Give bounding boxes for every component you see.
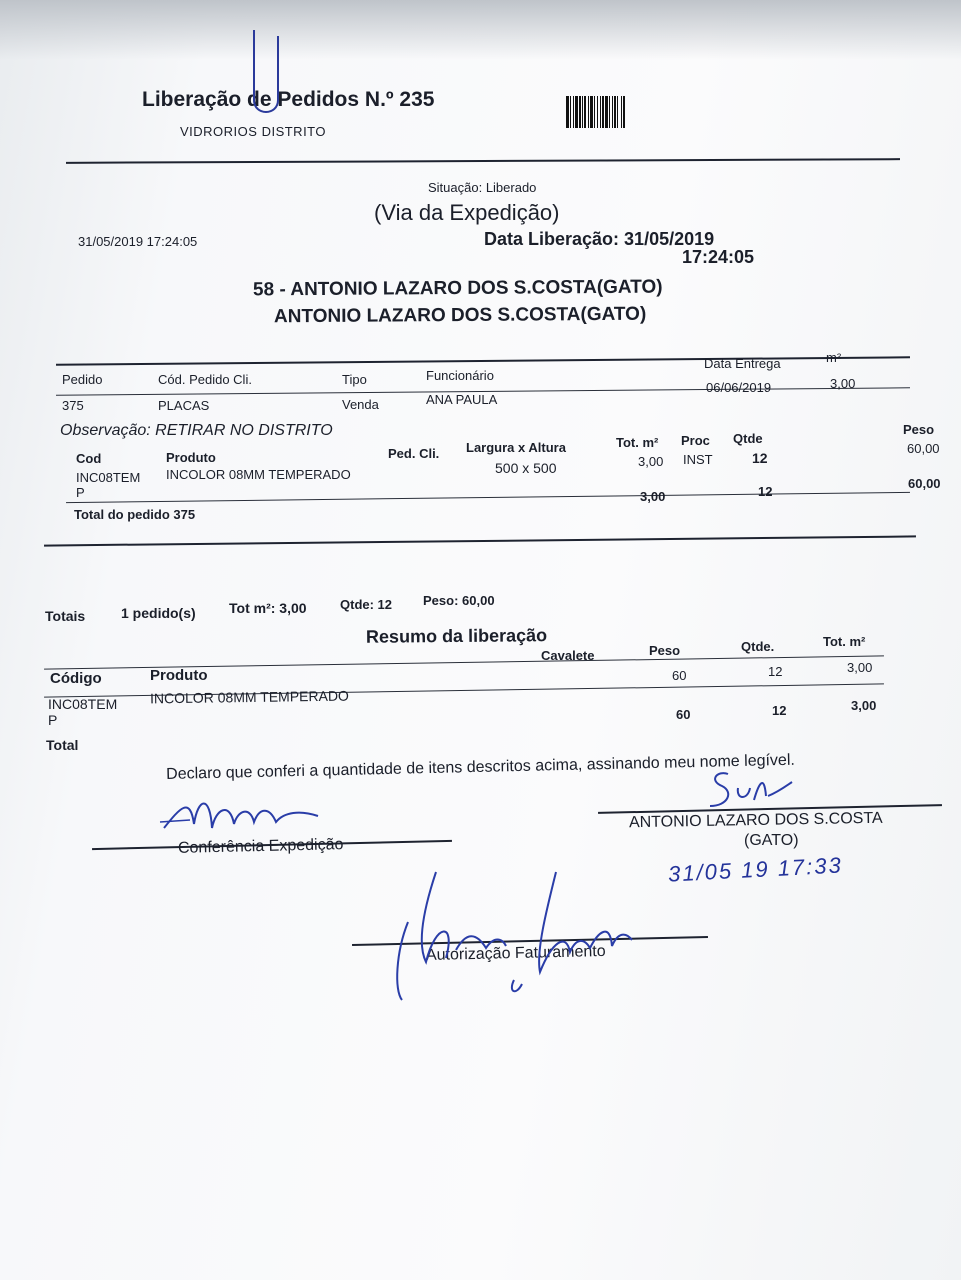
data-liberacao: Data Liberação: 31/05/2019 <box>484 229 715 249</box>
value-pedido: 375 <box>62 398 84 413</box>
label-m2: m² <box>826 350 842 365</box>
col-tot-m2: Tot. m² <box>616 435 659 450</box>
resumo-col-tot-m2: Tot. m² <box>823 634 866 649</box>
handwritten-date: 31/05 19 17:33 <box>667 852 844 887</box>
resumo-row-tot-m2: 3,00 <box>847 660 873 675</box>
client-signature-nick: (GATO) <box>744 832 799 849</box>
staple-mark <box>246 30 286 120</box>
document-title: Liberação de Pedidos N.º 235 <box>142 88 435 111</box>
resumo-title: Resumo da liberação <box>365 625 548 647</box>
col-qtde: Qtde <box>733 431 763 446</box>
autorizacao-label: Autorização Faturamento <box>425 942 606 965</box>
resumo-total-qtde: 12 <box>772 703 787 718</box>
value-tipo: Venda <box>342 397 379 412</box>
conferencia-label: Conferência Expedição <box>177 836 344 857</box>
printed-timestamp: 31/05/2019 17:24:05 <box>78 234 198 249</box>
via-label: (Via da Expedição) <box>374 200 560 225</box>
order-total-qtde: 12 <box>758 484 773 499</box>
label-tipo: Tipo <box>342 372 367 387</box>
observacao: Observação: RETIRAR NO DISTRITO <box>60 422 333 439</box>
resumo-total-tot-m2: 3,00 <box>851 698 877 713</box>
order-bottom-rule <box>44 535 916 546</box>
client-signature-scribble <box>688 766 798 816</box>
col-largura-altura: Largura x Altura <box>466 440 566 455</box>
declaration-text: Declaro que conferi a quantidade de itens descritos acima, assinando meu nome legível. <box>166 751 796 783</box>
resumo-col-qtde: Qtde. <box>741 639 775 654</box>
value-funcionario: ANA PAULA <box>426 392 498 407</box>
resumo-col-produto: Produto <box>150 667 208 684</box>
item-produto: INCOLOR 08MM TEMPERADO <box>166 467 351 482</box>
order-total-label: Total do pedido 375 <box>74 507 196 522</box>
autorizacao-signature-scribble <box>386 862 656 1010</box>
item-tot-m2: 3,00 <box>638 454 664 469</box>
company-name: VIDRORIOS DISTRITO <box>180 124 326 139</box>
client-signature-name: ANTONIO LAZARO DOS S.COSTA <box>628 809 883 832</box>
data-liberacao-time: 17:24:05 <box>682 247 755 267</box>
resumo-row-produto: INCOLOR 08MM TEMPERADO <box>149 687 349 707</box>
resumo-col-peso: Peso <box>649 643 681 658</box>
order-top-rule <box>56 356 910 365</box>
col-proc: Proc <box>681 433 710 448</box>
barcode <box>566 96 688 128</box>
conferencia-signature-scribble <box>150 788 340 848</box>
barcode-bar <box>625 96 626 128</box>
situacao: Situação: Liberado <box>428 180 537 195</box>
value-cod-pedido-cli: PLACAS <box>158 398 210 413</box>
totais-qtde: Qtde: 12 <box>340 597 393 612</box>
item-cod-line2: P <box>76 485 85 500</box>
value-data-entrega: 06/06/2019 <box>706 380 772 395</box>
resumo-row-qtde: 12 <box>768 664 783 679</box>
resumo-row-peso: 60 <box>672 668 687 683</box>
client-name: ANTONIO LAZARO DOS S.COSTA(GATO) <box>273 303 647 328</box>
items-sum-rule <box>66 492 910 503</box>
resumo-col-codigo: Código <box>50 670 102 687</box>
order-total-m2: 3,00 <box>640 489 666 504</box>
item-proc: INST <box>683 452 713 467</box>
totais-peso: Peso: 60,00 <box>423 593 495 608</box>
totais-tot-m2: Tot m²: 3,00 <box>229 600 307 616</box>
resumo-row-codigo-line2: P <box>48 712 58 728</box>
resumo-col-cavalete: Cavalete <box>541 648 595 663</box>
header-divider <box>66 158 900 164</box>
client-code-name: 58 - ANTONIO LAZARO DOS S.COSTA(GATO) <box>252 276 663 301</box>
col-ped-cli: Ped. Cli. <box>388 446 440 461</box>
item-cod-line1: INC08TEM <box>76 470 141 485</box>
col-produto: Produto <box>166 450 216 465</box>
resumo-total-label: Total <box>46 737 79 753</box>
label-cod-pedido-cli: Cód. Pedido Cli. <box>158 372 252 387</box>
item-peso: 60,00 <box>907 441 940 456</box>
totais-pedidos: 1 pedido(s) <box>121 605 196 621</box>
item-dimensoes: 500 x 500 <box>495 460 557 476</box>
order-total-peso: 60,00 <box>908 476 941 491</box>
item-qtde: 12 <box>752 450 768 466</box>
label-data-entrega: Data Entrega <box>704 356 781 371</box>
resumo-row-codigo-line1: INC08TEM <box>48 696 118 712</box>
page-shadow <box>0 0 961 60</box>
col-cod: Cod <box>76 451 102 466</box>
col-peso: Peso <box>903 422 935 437</box>
resumo-total-peso: 60 <box>676 707 691 722</box>
value-m2: 3,00 <box>830 376 856 391</box>
totais-label: Totais <box>45 608 86 624</box>
label-pedido: Pedido <box>62 372 103 387</box>
label-funcionario: Funcionário <box>426 368 494 383</box>
